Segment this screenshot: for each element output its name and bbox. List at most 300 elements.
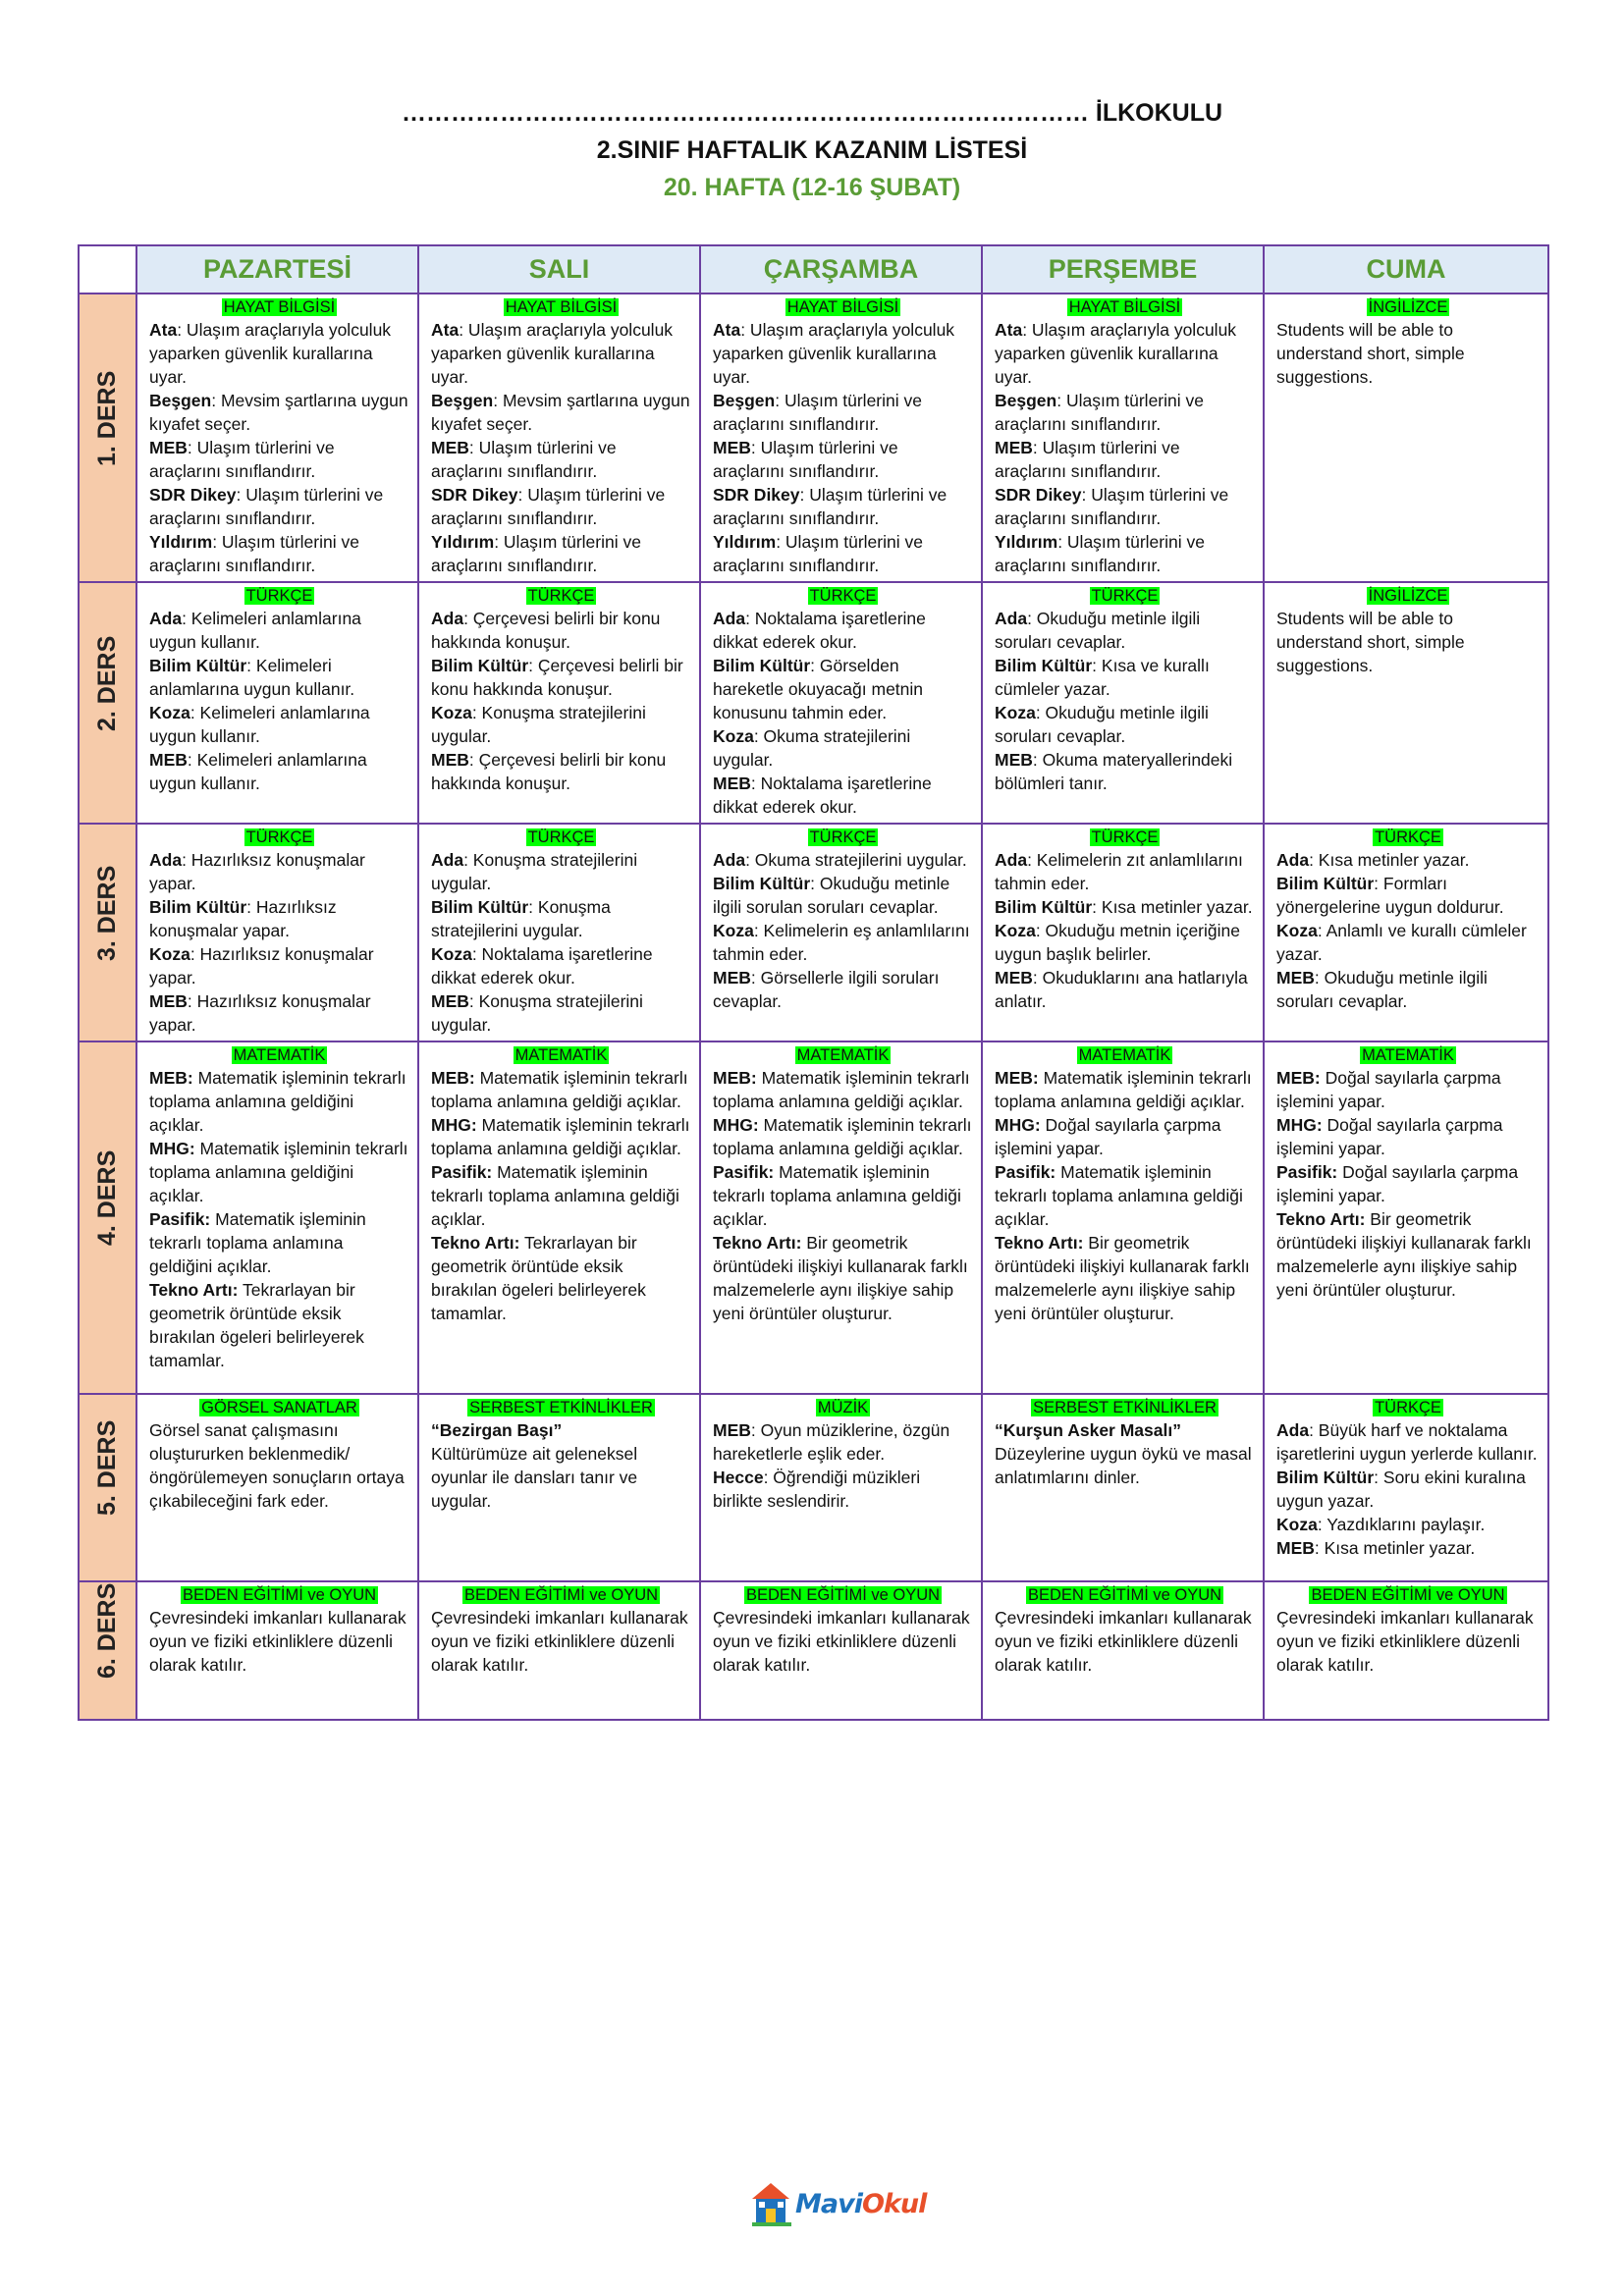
publisher-name: Yıldırım bbox=[995, 532, 1058, 552]
outcome-text: Tekrarlayan bir geometrik örüntüde eksik bırakılan ögeleri belirleyerek tamamlar. bbox=[149, 1280, 364, 1370]
outcome-line bbox=[431, 989, 691, 1037]
outcome-line bbox=[431, 895, 691, 942]
lesson-cell bbox=[700, 824, 982, 1041]
day-header: SALI bbox=[418, 245, 700, 294]
outcome-line bbox=[1276, 607, 1540, 677]
outcome-line bbox=[431, 1160, 691, 1231]
outcome-line bbox=[149, 389, 409, 436]
outcome-text: : Ulaşım türlerini ve araçlarını sınıflandırır. bbox=[713, 532, 923, 575]
outcome-line bbox=[713, 966, 973, 1013]
subject-tag bbox=[713, 1397, 973, 1417]
outcome-text: : Kelimeleri anlamlarına uygun kullanır. bbox=[149, 656, 355, 699]
publisher-name: SDR Dikey bbox=[149, 485, 237, 505]
corner-cell bbox=[79, 245, 136, 294]
subject-tag bbox=[149, 1584, 409, 1605]
publisher-name: Bilim Kültür bbox=[713, 874, 811, 893]
subject-tag bbox=[713, 296, 973, 317]
publisher-name: SDR Dikey bbox=[713, 485, 800, 505]
outcome-text: : Kısa metinler yazar. bbox=[1314, 1538, 1476, 1558]
subject-tag bbox=[713, 827, 973, 847]
publisher-name: Koza bbox=[149, 703, 190, 722]
publisher-name: Ata bbox=[995, 320, 1023, 340]
publisher-name: Ada bbox=[995, 850, 1028, 870]
outcome-text: : Konuşma stratejilerini uygular. bbox=[431, 897, 611, 940]
outcome-text: Matematik işleminin tekrarlı toplama anlamına geldiğini açıklar. bbox=[149, 1209, 366, 1276]
outcome-line bbox=[1276, 872, 1540, 919]
outcome-text: Çevresindeki imkanları kullanarak oyun ve fiziki etkinliklere düzenli olarak katılır. bbox=[713, 1608, 970, 1675]
outcome-text: Matematik işleminin tekrarlı toplama anlamına geldiği açıklar. bbox=[995, 1162, 1243, 1229]
outcome-line bbox=[431, 1606, 691, 1677]
outcome-text: Doğal sayılarla çarpma işlemini yapar. bbox=[995, 1115, 1221, 1158]
outcome-line bbox=[149, 1066, 409, 1137]
outcome-line bbox=[1276, 1466, 1540, 1513]
outcome-text: : Ulaşım türlerini ve araçlarını sınıflandırır. bbox=[713, 485, 947, 528]
outcome-text: Matematik işleminin tekrarlı toplama anlamına geldiği açıklar. bbox=[431, 1162, 679, 1229]
outcome-text: : Mevsim şartlarına uygun kıyafet seçer. bbox=[149, 391, 408, 434]
publisher-name: MEB bbox=[1276, 968, 1315, 988]
publisher-name: MEB bbox=[431, 438, 469, 457]
outcome-text: Bir geometrik örüntüdeki ilişkiyi kullanarak farklı malzemelerle aynı ilişkiye sahip yeni örüntüler oluşturur. bbox=[995, 1233, 1250, 1323]
outcome-text: Tekrarlayan bir geometrik örüntüde eksik bırakılan ögeleri belirleyerek tamamlar. bbox=[431, 1233, 646, 1323]
outcome-line bbox=[713, 1466, 973, 1513]
outcome-text: : Çerçevesi belirli bir konu hakkında konuşur. bbox=[431, 656, 683, 699]
outcome-text: : Ulaşım araçlarıyla yolculuk yaparken güvenlik kurallarına uyar. bbox=[431, 320, 674, 387]
outcome-text: Matematik işleminin tekrarlı toplama anlamına geldiği açıklar. bbox=[995, 1068, 1252, 1111]
subject-tag bbox=[431, 1397, 691, 1417]
subject-tag bbox=[149, 1397, 409, 1417]
lesson-cell bbox=[1264, 1581, 1548, 1720]
outcome-text: : Okuduğu metinle ilgili soruları cevaplar. bbox=[995, 609, 1201, 652]
outcome-text: : Okuduğu metinle ilgili soruları cevaplar. bbox=[995, 703, 1209, 746]
outcome-line bbox=[431, 701, 691, 748]
subject-tag bbox=[149, 585, 409, 606]
outcome-line bbox=[713, 724, 973, 772]
outcome-text: Matematik işleminin tekrarlı toplama anlamına geldiği açıklar. bbox=[431, 1115, 690, 1158]
outcome-text: : Görsellerle ilgili soruları cevaplar. bbox=[713, 968, 940, 1011]
school-house-icon bbox=[752, 2181, 791, 2226]
publisher-name: SDR Dikey bbox=[995, 485, 1082, 505]
outcome-line bbox=[431, 1231, 691, 1325]
outcome-text: : Kelimelerin eş anlamlılarını tahmin eder. bbox=[713, 921, 970, 964]
outcome-text: : Noktalama işaretlerine dikkat ederek okur. bbox=[431, 944, 653, 988]
school-name-line: ………………………………………………………………………… İLKOKULU bbox=[401, 99, 1223, 127]
outcome-text: : Kelimelerin zıt anlamlılarını tahmin eder. bbox=[995, 850, 1243, 893]
lesson-label-cell bbox=[79, 582, 136, 824]
outcome-line bbox=[1276, 966, 1540, 1013]
subject-tag bbox=[995, 1397, 1255, 1417]
outcome-line bbox=[995, 318, 1255, 389]
publisher-name: Koza bbox=[995, 703, 1036, 722]
outcome-line bbox=[713, 436, 973, 483]
subject-label: BEDEN EĞİTİMİ ve OYUN bbox=[1027, 1586, 1222, 1604]
subject-label: TÜRKÇE bbox=[527, 828, 595, 846]
outcome-text: Matematik işleminin tekrarlı toplama anlamına geldiği açıklar. bbox=[713, 1115, 972, 1158]
outcome-text: : Kısa metinler yazar. bbox=[1309, 850, 1470, 870]
outcome-text: Matematik işleminin tekrarlı toplama anlamına geldiği açıklar. bbox=[713, 1162, 961, 1229]
subject-label: BEDEN EĞİTİMİ ve OYUN bbox=[1311, 1586, 1505, 1604]
lesson-cell bbox=[1264, 1041, 1548, 1394]
outcome-line bbox=[431, 848, 691, 895]
outcome-text: : Ulaşım türlerini ve araçlarını sınıflandırır. bbox=[995, 391, 1204, 434]
publisher-name: Koza bbox=[713, 726, 754, 746]
outcome-line bbox=[713, 483, 973, 530]
outcome-text: Görsel sanat çalışmasını oluştururken beklenmedik/öngörülemeyen sonuçların ortaya çıkabileceğini fark eder. bbox=[149, 1420, 405, 1511]
day-header: PAZARTESİ bbox=[136, 245, 418, 294]
outcome-line bbox=[995, 483, 1255, 530]
outcome-line bbox=[713, 530, 973, 577]
outcome-line bbox=[995, 654, 1255, 701]
outcome-text: : Noktalama işaretlerine dikkat ederek okur. bbox=[713, 609, 926, 652]
outcome-text: : Kelimeleri anlamlarına uygun kullanır. bbox=[149, 703, 370, 746]
outcome-text: : Konuşma stratejilerini uygular. bbox=[431, 850, 638, 893]
outcome-text: Çevresindeki imkanları kullanarak oyun ve fiziki etkinliklere düzenli olarak katılır. bbox=[149, 1608, 406, 1675]
outcome-line bbox=[995, 1231, 1255, 1325]
lesson-cell bbox=[136, 1041, 418, 1394]
lesson-cell bbox=[700, 294, 982, 582]
outcome-line bbox=[995, 607, 1255, 654]
lesson-row bbox=[79, 1394, 1548, 1581]
publisher-name: MEB bbox=[1276, 1538, 1315, 1558]
subject-label: TÜRKÇE bbox=[527, 587, 595, 605]
publisher-name: Koza bbox=[431, 703, 472, 722]
outcome-text: : Mevsim şartlarına uygun kıyafet seçer. bbox=[431, 391, 690, 434]
outcome-line bbox=[431, 748, 691, 795]
subject-label: TÜRKÇE bbox=[1375, 828, 1441, 846]
outcome-line bbox=[1276, 919, 1540, 966]
subject-tag bbox=[713, 585, 973, 606]
lesson-cell bbox=[418, 294, 700, 582]
publisher-name: Tekno Artı: bbox=[149, 1280, 239, 1300]
subject-label: HAYAT BİLGİSİ bbox=[786, 298, 899, 316]
outcome-line bbox=[713, 1231, 973, 1325]
subject-tag bbox=[1276, 585, 1540, 606]
outcome-text: : Okuduğu metinle ilgili soruları cevaplar. bbox=[1276, 968, 1488, 1011]
outcome-line bbox=[995, 895, 1255, 919]
page-title: 2.SINIF HAFTALIK KAZANIM LİSTESİ bbox=[596, 136, 1028, 164]
outcome-line bbox=[431, 654, 691, 701]
outcome-text: Students will be able to understand short, simple suggestions. bbox=[1276, 320, 1465, 387]
outcome-text: : Hazırlıksız konuşmalar yapar. bbox=[149, 897, 337, 940]
outcome-text: : Ulaşım türlerini ve araçlarını sınıflandırır. bbox=[431, 532, 641, 575]
outcome-text: : Öğrendiği müzikleri birlikte seslendirir. bbox=[713, 1468, 921, 1511]
outcome-text: : Hazırlıksız konuşmalar yapar. bbox=[149, 850, 365, 893]
outcome-line bbox=[995, 1113, 1255, 1160]
outcome-line bbox=[995, 701, 1255, 748]
outcome-line bbox=[713, 607, 973, 654]
publisher-name: Pasifik: bbox=[1276, 1162, 1338, 1182]
subject-tag bbox=[431, 296, 691, 317]
publisher-name: Ada bbox=[995, 609, 1028, 628]
subject-tag bbox=[713, 1044, 973, 1065]
weekly-plan-table bbox=[78, 244, 1549, 1721]
outcome-text: Düzeylerine uygun öykü ve masal anlatımlarını dinler. bbox=[995, 1444, 1252, 1487]
lesson-row bbox=[79, 582, 1548, 824]
lesson-cell bbox=[418, 1041, 700, 1394]
outcome-line bbox=[149, 1418, 409, 1513]
subject-label: MATEMATİK bbox=[1078, 1046, 1171, 1064]
outcome-line bbox=[713, 1160, 973, 1231]
subject-label: SERBEST ETKİNLİKLER bbox=[469, 1399, 653, 1416]
outcome-line bbox=[995, 1442, 1255, 1489]
subject-label: TÜRKÇE bbox=[1375, 1399, 1441, 1416]
subject-label: MATEMATİK bbox=[233, 1046, 326, 1064]
subject-tag bbox=[1276, 1044, 1540, 1065]
outcome-line bbox=[149, 436, 409, 483]
publisher-name: MHG: bbox=[713, 1115, 759, 1135]
publisher-name: Bilim Kültür bbox=[149, 656, 247, 675]
outcome-text: : Görselden hareketle okuyacağı metnin konusunu tahmin eder. bbox=[713, 656, 924, 722]
subject-tag bbox=[1276, 1584, 1540, 1605]
lesson-cell bbox=[136, 294, 418, 582]
outcome-text: Çevresindeki imkanları kullanarak oyun ve fiziki etkinliklere düzenli olarak katılır. bbox=[1276, 1608, 1534, 1675]
outcome-line bbox=[1276, 1207, 1540, 1302]
lesson-cell bbox=[982, 824, 1264, 1041]
day-header: PERŞEMBE bbox=[982, 245, 1264, 294]
lesson-cell bbox=[418, 582, 700, 824]
lesson-cell bbox=[136, 582, 418, 824]
outcome-text: : Kısa ve kurallı cümleler yazar. bbox=[995, 656, 1210, 699]
outcome-line bbox=[995, 1418, 1255, 1442]
outcome-line bbox=[713, 848, 973, 872]
subject-label: GÖRSEL SANATLAR bbox=[201, 1399, 357, 1416]
outcome-line bbox=[149, 701, 409, 748]
outcome-line bbox=[149, 483, 409, 530]
publisher-name: MEB bbox=[995, 750, 1033, 770]
subject-tag bbox=[431, 585, 691, 606]
subject-tag bbox=[995, 827, 1255, 847]
publisher-name: Bilim Kültür bbox=[713, 656, 811, 675]
outcome-text: : Kelimeleri anlamlarına uygun kullanır. bbox=[149, 609, 361, 652]
lesson-cell bbox=[1264, 1394, 1548, 1581]
outcome-line bbox=[431, 1442, 691, 1513]
outcome-text: : Konuşma stratejilerini uygular. bbox=[431, 703, 646, 746]
publisher-name: Ada bbox=[149, 609, 183, 628]
publisher-name: Yıldırım bbox=[713, 532, 777, 552]
outcome-line bbox=[713, 1066, 973, 1113]
publisher-name: Yıldırım bbox=[431, 532, 495, 552]
subject-tag bbox=[995, 1584, 1255, 1605]
subject-label: MATEMATİK bbox=[1362, 1046, 1454, 1064]
outcome-text: : Ulaşım türlerini ve araçlarını sınıflandırır. bbox=[995, 438, 1180, 481]
outcome-text: Students will be able to understand short, simple suggestions. bbox=[1276, 609, 1465, 675]
outcome-text: : Ulaşım türlerini ve araçlarını sınıflandırır. bbox=[149, 485, 384, 528]
lesson-label-cell bbox=[79, 1581, 136, 1720]
publisher-name: Koza bbox=[149, 944, 190, 964]
outcome-text: : Ulaşım türlerini ve araçlarını sınıflandırır. bbox=[431, 485, 666, 528]
subject-label: İNGİLİZCE bbox=[1368, 298, 1448, 316]
outcome-text: Doğal sayılarla çarpma işlemini yapar. bbox=[1276, 1068, 1501, 1111]
outcome-line bbox=[1276, 1066, 1540, 1113]
publisher-name: Koza bbox=[713, 921, 754, 940]
publisher-name: MHG: bbox=[1276, 1115, 1323, 1135]
lesson-label: 1. DERS bbox=[93, 370, 121, 466]
publisher-name: Koza bbox=[1276, 921, 1318, 940]
publisher-name: MEB bbox=[995, 968, 1033, 988]
publisher-name: Pasifik: bbox=[713, 1162, 775, 1182]
lesson-label: 2. DERS bbox=[93, 635, 121, 731]
subject-tag bbox=[995, 296, 1255, 317]
publisher-name: Bilim Kültür bbox=[1276, 1468, 1375, 1487]
logo-text-okul: Okul bbox=[861, 2189, 927, 2219]
outcome-text: Çevresindeki imkanları kullanarak oyun ve fiziki etkinliklere düzenli olarak katılır. bbox=[995, 1608, 1252, 1675]
mavi-okul-logo bbox=[752, 2181, 927, 2228]
publisher-name: Ada bbox=[149, 850, 183, 870]
outcome-line bbox=[1276, 848, 1540, 872]
publisher-name: “Kurşun Asker Masalı” bbox=[995, 1420, 1181, 1440]
lesson-cell bbox=[136, 824, 418, 1041]
subject-label: BEDEN EĞİTİMİ ve OYUN bbox=[463, 1586, 659, 1604]
lesson-row bbox=[79, 294, 1548, 582]
subject-tag bbox=[149, 1044, 409, 1065]
lesson-cell bbox=[982, 1041, 1264, 1394]
publisher-name: Beşgen bbox=[149, 391, 212, 410]
outcome-line bbox=[1276, 1418, 1540, 1466]
outcome-line bbox=[431, 1066, 691, 1113]
publisher-name: Pasifik: bbox=[431, 1162, 493, 1182]
outcome-line bbox=[431, 1418, 691, 1442]
publisher-name: MEB: bbox=[995, 1068, 1039, 1088]
outcome-line bbox=[431, 389, 691, 436]
subject-tag bbox=[431, 827, 691, 847]
subject-label: TÜRKÇE bbox=[809, 828, 877, 846]
outcome-text: : Okuduğu metinle ilgili sorulan soruları cevaplar. bbox=[713, 874, 950, 917]
outcome-text: Matematik işleminin tekrarlı toplama anlamına geldiği açıklar. bbox=[713, 1068, 970, 1111]
lesson-cell bbox=[982, 582, 1264, 824]
lesson-row bbox=[79, 1581, 1548, 1720]
outcome-line bbox=[431, 530, 691, 577]
subject-label: TÜRKÇE bbox=[1091, 828, 1159, 846]
lesson-label: 6. DERS bbox=[93, 1582, 121, 1679]
outcome-line bbox=[713, 654, 973, 724]
lesson-cell bbox=[418, 1581, 700, 1720]
subject-label: MÜZİK bbox=[817, 1399, 869, 1416]
lesson-label-cell bbox=[79, 294, 136, 582]
outcome-text: : Ulaşım araçlarıyla yolculuk yaparken güvenlik kurallarına uyar. bbox=[713, 320, 955, 387]
outcome-text: : Okuduklarını ana hatlarıyla anlatır. bbox=[995, 968, 1248, 1011]
lesson-cell bbox=[982, 1394, 1264, 1581]
outcome-line bbox=[713, 872, 973, 919]
outcome-line bbox=[1276, 1160, 1540, 1207]
subject-label: HAYAT BİLGİSİ bbox=[1068, 298, 1181, 316]
outcome-line bbox=[149, 318, 409, 389]
outcome-line bbox=[1276, 318, 1540, 389]
outcome-line bbox=[149, 1606, 409, 1677]
outcome-line bbox=[995, 1160, 1255, 1231]
outcome-line bbox=[149, 748, 409, 795]
lesson-cell bbox=[418, 1394, 700, 1581]
publisher-name: Beşgen bbox=[713, 391, 776, 410]
outcome-text: : Ulaşım türlerini ve araçlarını sınıflandırır. bbox=[149, 438, 335, 481]
subject-tag bbox=[713, 1584, 973, 1605]
outcome-text: : Ulaşım türlerini ve araçlarını sınıflandırır. bbox=[149, 532, 359, 575]
outcome-line bbox=[713, 318, 973, 389]
outcome-line bbox=[995, 1066, 1255, 1113]
publisher-name: MEB bbox=[431, 750, 469, 770]
outcome-line bbox=[995, 389, 1255, 436]
publisher-name: Ada bbox=[713, 609, 746, 628]
subject-label: HAYAT BİLGİSİ bbox=[505, 298, 618, 316]
outcome-line bbox=[149, 942, 409, 989]
publisher-name: Pasifik: bbox=[995, 1162, 1056, 1182]
publisher-name: Bilim Kültür bbox=[1276, 874, 1375, 893]
outcome-line bbox=[149, 848, 409, 895]
outcome-text: Matematik işleminin tekrarlı toplama anlamına geldiği açıklar. bbox=[431, 1068, 688, 1111]
publisher-name: Beşgen bbox=[995, 391, 1057, 410]
publisher-name: Ata bbox=[713, 320, 741, 340]
publisher-name: MEB bbox=[149, 438, 188, 457]
outcome-line bbox=[149, 1278, 409, 1372]
outcome-line bbox=[149, 530, 409, 577]
outcome-text: Çevresindeki imkanları kullanarak oyun ve fiziki etkinliklere düzenli olarak katılır. bbox=[431, 1608, 688, 1675]
lesson-cell bbox=[418, 824, 700, 1041]
lesson-cell bbox=[700, 1581, 982, 1720]
outcome-text: : Kelimeleri anlamlarına uygun kullanır. bbox=[149, 750, 367, 793]
publisher-name: MEB: bbox=[713, 1068, 757, 1088]
lesson-cell bbox=[982, 1581, 1264, 1720]
outcome-line bbox=[713, 919, 973, 966]
publisher-name: Bilim Kültür bbox=[431, 656, 529, 675]
lesson-row bbox=[79, 1041, 1548, 1394]
publisher-name: Ada bbox=[1276, 850, 1310, 870]
lesson-cell bbox=[1264, 824, 1548, 1041]
publisher-name: MEB bbox=[431, 991, 469, 1011]
publisher-name: Tekno Artı: bbox=[431, 1233, 520, 1253]
outcome-text: : Okuma materyallerindeki bölümleri tanır. bbox=[995, 750, 1233, 793]
outcome-line bbox=[431, 1113, 691, 1160]
outcome-line bbox=[995, 530, 1255, 577]
publisher-name: Ada bbox=[431, 850, 464, 870]
publisher-name: MEB: bbox=[149, 1068, 193, 1088]
outcome-line bbox=[995, 848, 1255, 895]
outcome-text: Matematik işleminin tekrarlı toplama anlamına geldiğini açıklar. bbox=[149, 1068, 406, 1135]
subject-label: MATEMATİK bbox=[514, 1046, 608, 1064]
publisher-name: Yıldırım bbox=[149, 532, 213, 552]
lesson-label: 5. DERS bbox=[93, 1419, 121, 1516]
outcome-text: : Okuma stratejilerini uygular. bbox=[713, 726, 911, 770]
publisher-name: Pasifik: bbox=[149, 1209, 211, 1229]
lesson-row bbox=[79, 824, 1548, 1041]
publisher-name: Bilim Kültür bbox=[149, 897, 247, 917]
outcome-text: : Okuma stratejilerini uygular. bbox=[745, 850, 967, 870]
outcome-text: : Noktalama işaretlerine dikkat ederek okur. bbox=[713, 774, 932, 817]
publisher-name: Ada bbox=[431, 609, 464, 628]
lesson-cell bbox=[700, 1394, 982, 1581]
publisher-name: Ada bbox=[1276, 1420, 1310, 1440]
publisher-name: Ata bbox=[149, 320, 178, 340]
outcome-text: Bir geometrik örüntüdeki ilişkiyi kullanarak farklı malzemelerle aynı ilişkiye sahip yeni örüntüler oluşturur. bbox=[1276, 1209, 1532, 1300]
publisher-name: Hecce bbox=[713, 1468, 764, 1487]
outcome-line bbox=[1276, 1113, 1540, 1160]
outcome-line bbox=[713, 1606, 973, 1677]
outcome-text: : Oyun müziklerine, özgün hareketlerle eşlik eder. bbox=[713, 1420, 950, 1464]
publisher-name: MEB: bbox=[431, 1068, 475, 1088]
day-header: ÇARŞAMBA bbox=[700, 245, 982, 294]
outcome-text: : Yazdıklarını paylaşır. bbox=[1317, 1515, 1486, 1534]
subject-label: HAYAT BİLGİSİ bbox=[223, 298, 336, 316]
outcome-text: : Formları yönergelerine uygun doldurur. bbox=[1276, 874, 1504, 917]
outcome-line bbox=[995, 748, 1255, 795]
publisher-name: MHG: bbox=[149, 1139, 195, 1158]
publisher-name: SDR Dikey bbox=[431, 485, 518, 505]
outcome-text: : Çerçevesi belirli bir konu hakkında konuşur. bbox=[431, 609, 661, 652]
subject-tag bbox=[995, 585, 1255, 606]
outcome-text: : Ulaşım araçlarıyla yolculuk yaparken güvenlik kurallarına uyar. bbox=[995, 320, 1237, 387]
outcome-text: : Ulaşım türlerini ve araçlarını sınıflandırır. bbox=[995, 532, 1205, 575]
outcome-line bbox=[149, 1207, 409, 1278]
subject-tag bbox=[431, 1584, 691, 1605]
subject-label: TÜRKÇE bbox=[245, 587, 313, 605]
outcome-text: Doğal sayılarla çarpma işlemini yapar. bbox=[1276, 1162, 1519, 1205]
